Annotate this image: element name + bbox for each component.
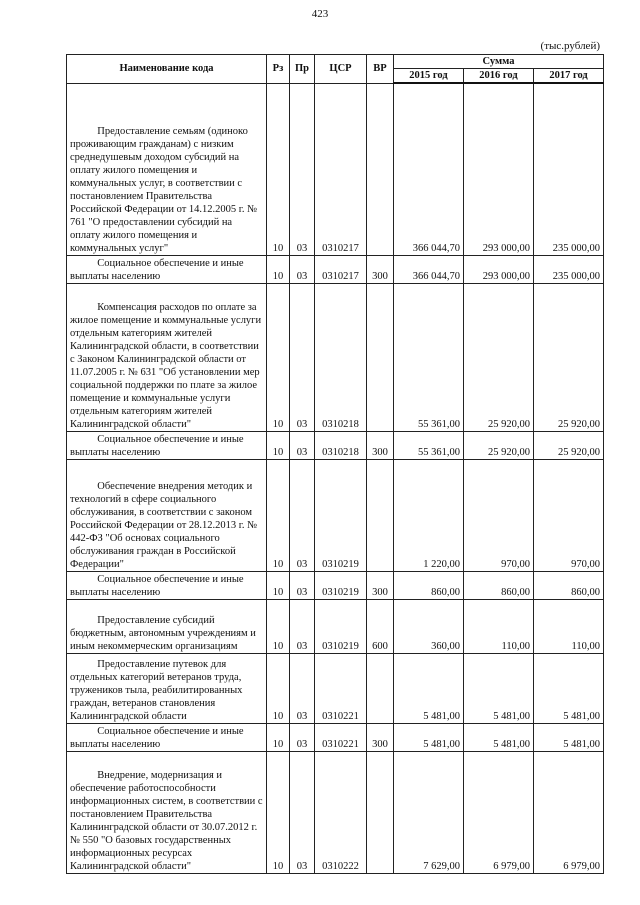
row-pr: 03 [290, 431, 315, 459]
row-vr [367, 459, 394, 571]
row-pr: 03 [290, 751, 315, 873]
row-pr: 03 [290, 83, 315, 255]
row-name [67, 751, 267, 873]
row-name-text: Социальное обеспечение и иные выплаты населению [70, 573, 244, 598]
row-2017: 235 000,00 [534, 83, 604, 255]
row-csr: 0310218 [315, 431, 367, 459]
row-name [67, 571, 267, 599]
table-row [67, 751, 604, 873]
row-vr [367, 751, 394, 873]
row-csr: 0310222 [315, 751, 367, 873]
row-pr: 03 [290, 459, 315, 571]
row-2016: 6 979,00 [464, 751, 534, 873]
row-2015: 55 361,00 [394, 283, 464, 431]
row-2017: 860,00 [534, 571, 604, 599]
row-rz: 10 [267, 599, 290, 653]
row-csr: 0310221 [315, 723, 367, 751]
header-sum: Сумма [394, 55, 604, 69]
row-name [67, 599, 267, 653]
table-row [67, 283, 604, 431]
row-name-text: Внедрение, модернизация и обеспечение работоспособности информационных систем, в соответствии с постановлением Правительства Калининградской области от 30.07.2012 г. № 550 "О базовых государственных информационных ресурсах Калининградской области" [70, 769, 263, 872]
header-2017: 2017 год [534, 69, 604, 84]
row-csr: 0310219 [315, 459, 367, 571]
header-vr: ВР [367, 55, 394, 84]
row-2015: 7 629,00 [394, 751, 464, 873]
budget-table [66, 54, 604, 874]
row-2016: 25 920,00 [464, 431, 534, 459]
row-pr: 03 [290, 599, 315, 653]
row-rz: 10 [267, 571, 290, 599]
table-row [67, 571, 604, 599]
row-rz: 10 [267, 653, 290, 723]
row-csr: 0310219 [315, 599, 367, 653]
row-rz: 10 [267, 751, 290, 873]
row-csr: 0310217 [315, 255, 367, 283]
row-2017: 235 000,00 [534, 255, 604, 283]
row-2017: 5 481,00 [534, 653, 604, 723]
row-2015: 55 361,00 [394, 431, 464, 459]
row-2016: 110,00 [464, 599, 534, 653]
row-2016: 970,00 [464, 459, 534, 571]
row-csr: 0310219 [315, 571, 367, 599]
row-2017: 6 979,00 [534, 751, 604, 873]
table-row [67, 255, 604, 283]
row-rz: 10 [267, 255, 290, 283]
row-2015: 5 481,00 [394, 653, 464, 723]
row-pr: 03 [290, 283, 315, 431]
row-name-text: Социальное обеспечение и иные выплаты населению [70, 257, 244, 282]
row-2016: 293 000,00 [464, 83, 534, 255]
row-name [67, 255, 267, 283]
row-rz: 10 [267, 83, 290, 255]
table-row [67, 723, 604, 751]
header-2016: 2016 год [464, 69, 534, 84]
row-vr: 300 [367, 255, 394, 283]
row-name-text: Предоставление субсидий бюджетным, автономным учреждениям и иным некоммерческим организациям [70, 614, 256, 652]
row-name [67, 723, 267, 751]
row-rz: 10 [267, 459, 290, 571]
row-2015: 366 044,70 [394, 255, 464, 283]
units-label: (тыс.рублей) [540, 40, 600, 52]
page-number: 423 [311, 8, 329, 20]
row-name [67, 653, 267, 723]
row-2017: 970,00 [534, 459, 604, 571]
row-name [67, 431, 267, 459]
table-row [67, 653, 604, 723]
row-rz: 10 [267, 431, 290, 459]
row-vr: 300 [367, 571, 394, 599]
row-name-text: Социальное обеспечение и иные выплаты населению [70, 725, 244, 750]
row-2015: 1 220,00 [394, 459, 464, 571]
row-name-text: Предоставление семьям (одиноко проживающим гражданам) с низким среднедушевым доходом субсидий на оплату жилого помещения и коммунальных услуг, в соответствии с постановлением Правительства Российской Федерации от 14.12.2005 г. № 761 "О предоставлении субсидий на оплату жилого помещения и коммунальных услуг" [70, 125, 258, 254]
row-name-text: Предоставление путевок для отдельных категорий ветеранов труда, тружеников тыла, реабилитированных граждан, ветеранов становления Калининградской области [70, 658, 243, 722]
row-csr: 0310217 [315, 83, 367, 255]
row-2017: 25 920,00 [534, 283, 604, 431]
row-2016: 293 000,00 [464, 255, 534, 283]
row-2016: 5 481,00 [464, 723, 534, 751]
row-2015: 360,00 [394, 599, 464, 653]
row-rz: 10 [267, 723, 290, 751]
row-name [67, 283, 267, 431]
header-csr: ЦСР [315, 55, 367, 84]
row-2017: 5 481,00 [534, 723, 604, 751]
row-2016: 5 481,00 [464, 653, 534, 723]
row-2015: 366 044,70 [394, 83, 464, 255]
header-2015: 2015 год [394, 69, 464, 84]
row-pr: 03 [290, 255, 315, 283]
row-2015: 5 481,00 [394, 723, 464, 751]
table-row [67, 83, 604, 255]
row-vr: 600 [367, 599, 394, 653]
row-pr: 03 [290, 571, 315, 599]
row-csr: 0310221 [315, 653, 367, 723]
row-2015: 860,00 [394, 571, 464, 599]
row-pr: 03 [290, 653, 315, 723]
row-name [67, 83, 267, 255]
row-pr: 03 [290, 723, 315, 751]
row-2016: 25 920,00 [464, 283, 534, 431]
row-vr [367, 283, 394, 431]
header-rz: Рз [267, 55, 290, 84]
row-vr: 300 [367, 723, 394, 751]
row-2017: 25 920,00 [534, 431, 604, 459]
row-csr: 0310218 [315, 283, 367, 431]
row-name-text: Социальное обеспечение и иные выплаты населению [70, 433, 244, 458]
row-name-text: Компенсация расходов по оплате за жилое помещение и коммунальные услуги отдельным категориям жителей Калининградской области, в соответствии с Законом Калининградской области от 11.07.2005 г. № 631 "Об установлении мер социальной поддержки по плате за жилое помещение и коммунальные услуги отдельным категориям жителей Калининградской области" [70, 301, 262, 430]
row-2017: 110,00 [534, 599, 604, 653]
table-row [67, 599, 604, 653]
table-row [67, 459, 604, 571]
row-2016: 860,00 [464, 571, 534, 599]
row-rz: 10 [267, 283, 290, 431]
header-pr: Пр [290, 55, 315, 84]
row-name-text: Обеспечение внедрения методик и технологий в сфере социального обслуживания, в соответствии с законом Российской Федерации от 28.12.2013 г. № 442-ФЗ "Об основах социального обслуживания граждан в Российской Федерации" [70, 480, 258, 570]
row-name [67, 459, 267, 571]
row-vr [367, 653, 394, 723]
table-row [67, 431, 604, 459]
table-body [67, 83, 604, 873]
row-vr: 300 [367, 431, 394, 459]
header-name: Наименование кода [67, 55, 267, 84]
row-vr [367, 83, 394, 255]
